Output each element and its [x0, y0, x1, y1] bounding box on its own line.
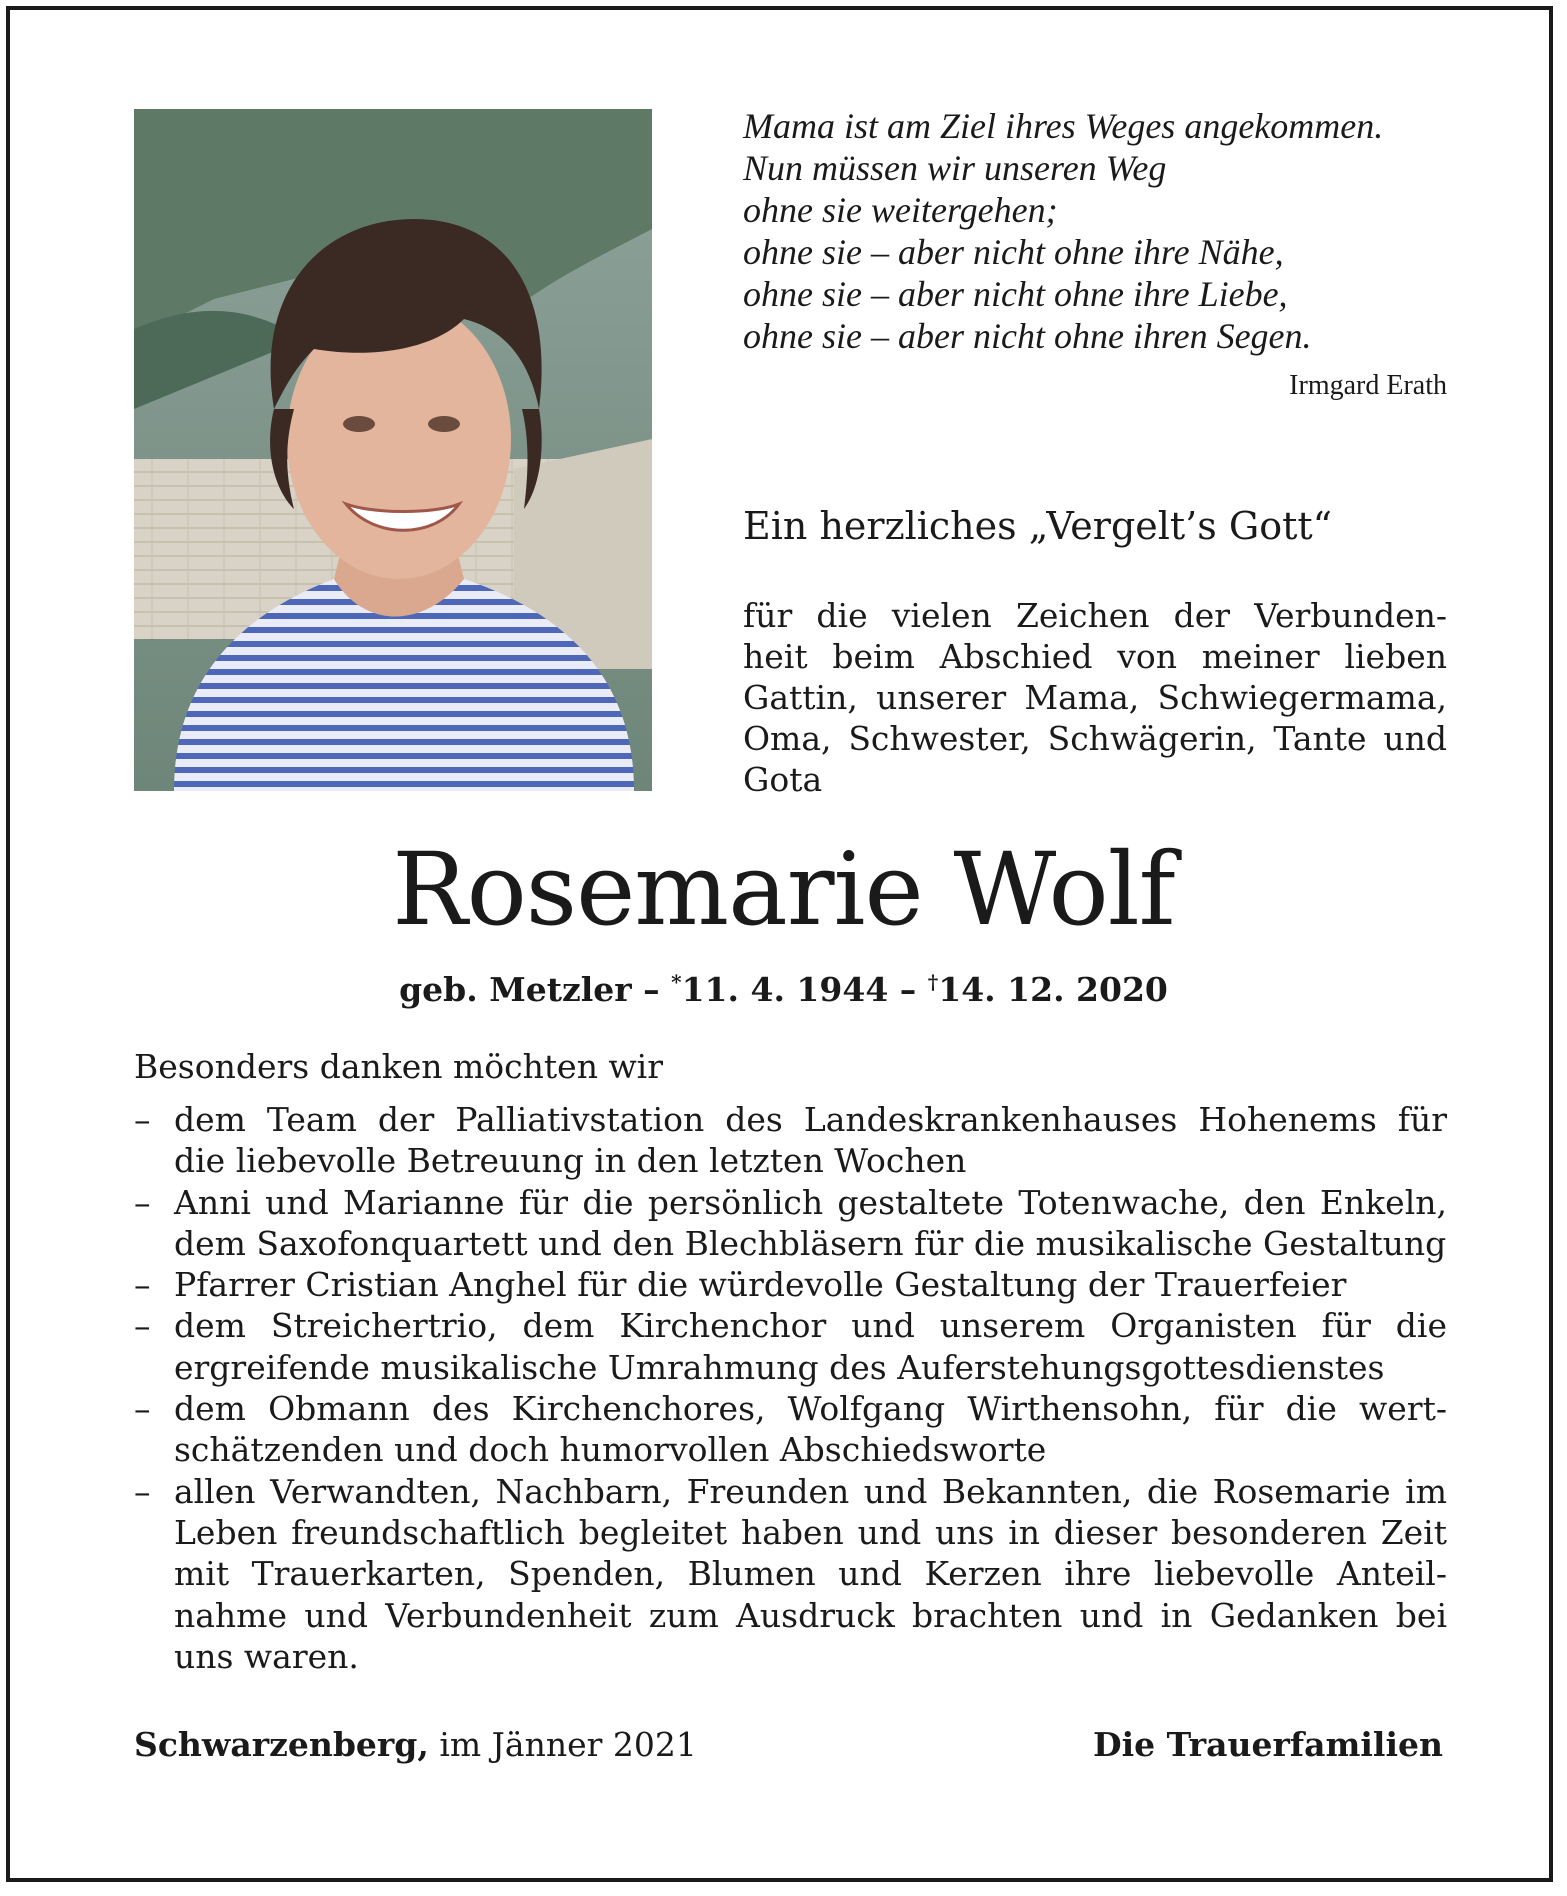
- acknowledgements-intro: Besonders danken möchten wir: [134, 1047, 664, 1086]
- bullet-dash: –: [134, 1100, 151, 1139]
- thanks-text: [743, 595, 1447, 800]
- thanks-line: für die vielen Zeichen der Verbunden-: [743, 596, 1447, 635]
- separator-dash: –: [899, 970, 917, 1009]
- poem-line: ohne sie – aber nicht ohne ihre Nähe,: [743, 232, 1284, 272]
- bullet-dash: –: [134, 1471, 151, 1511]
- list-item-line: dem Obmann des Kirchenchores, Wolfgang Wirthensohn, für die wert-: [174, 1389, 1447, 1429]
- thanks-line: Gattin, unserer Mama, Schwiegermama,: [743, 678, 1447, 717]
- bullet-dash: –: [134, 1306, 151, 1346]
- poem-author: Irmgard Erath: [1289, 370, 1447, 401]
- list-item-line: nahme und Verbundenheit zum Ausdruck brachten und in Gedanken bei: [174, 1595, 1447, 1635]
- thanks-line: Oma, Schwester, Schwägerin, Tante und: [743, 719, 1447, 758]
- thanks-line: heit beim Abschied von meiner lieben: [743, 637, 1447, 676]
- poem-line: ohne sie weitergehen;: [743, 190, 1058, 230]
- birth-name: geb. Metzler: [399, 970, 632, 1009]
- list-item-line: Pfarrer Cristian Anghel für die würdevolle Gestaltung der Trauerfeier: [174, 1265, 1347, 1305]
- memorial-poem: [743, 105, 1453, 357]
- bullet-dash: –: [134, 1265, 151, 1305]
- list-item-line: dem Streichertrio, dem Kirchenchor und unserem Organisten für die: [174, 1306, 1447, 1346]
- poem-line: Nun müssen wir unseren Weg: [743, 148, 1167, 188]
- acknowledgements-list: [134, 1099, 1447, 1677]
- life-dates: [10, 970, 1557, 1009]
- portrait-photo: [134, 109, 652, 791]
- place-and-date: [134, 1725, 697, 1764]
- list-item-line: schätzenden und doch humorvollen Abschiedsworte: [174, 1430, 1047, 1470]
- bullet-dash: –: [134, 1182, 151, 1222]
- death-date: 14. 12. 2020: [938, 970, 1168, 1009]
- list-item: [134, 1182, 1447, 1265]
- thanks-line: Gota: [743, 760, 823, 799]
- list-item-line: Anni und Marianne für die persönlich gestaltete Totenwache, den Enkeln,: [174, 1182, 1447, 1222]
- place-name: Schwarzenberg,: [134, 1725, 429, 1764]
- poem-line: ohne sie – aber nicht ohne ihre Liebe,: [743, 274, 1288, 314]
- died-symbol: †: [927, 970, 939, 994]
- list-item-line: die liebevolle Betreuung in den letzten Wochen: [174, 1141, 967, 1181]
- list-item-line: dem Team der Palliativstation des Landeskrankenhauses Hohenems für: [174, 1100, 1447, 1139]
- list-item-line: mit Trauerkarten, Spenden, Blumen und Kerzen ihre liebevolle Anteil-: [174, 1554, 1447, 1594]
- portrait-illustration: [134, 109, 652, 791]
- poem-line: Mama ist am Ziel ihres Weges angekommen.: [743, 106, 1384, 146]
- thanks-heading: Ein herzliches „Vergelt’s Gott“: [743, 504, 1333, 548]
- bullet-dash: –: [134, 1389, 151, 1429]
- born-symbol: *: [671, 970, 682, 994]
- list-item: [134, 1099, 1447, 1182]
- deceased-name: Rosemarie Wolf: [392, 831, 1175, 948]
- obituary-card: [6, 6, 1553, 1882]
- poem-line: ohne sie – aber nicht ohne ihren Segen.: [743, 316, 1312, 356]
- signature: Die Trauerfamilien: [1092, 1725, 1443, 1764]
- separator-dash: –: [643, 970, 660, 1009]
- list-item-line: ergreifende musikalische Umrahmung des Auferstehungsgottesdienstes: [174, 1347, 1385, 1387]
- date-text: im Jänner 2021: [439, 1725, 697, 1764]
- list-item: [134, 1305, 1447, 1388]
- list-item: [134, 1388, 1447, 1471]
- list-item: [134, 1471, 1447, 1677]
- list-item-line: allen Verwandten, Nachbarn, Freunden und Bekannten, die Rosemarie im: [174, 1471, 1447, 1511]
- list-item-line: uns waren.: [174, 1636, 359, 1676]
- list-item-line: dem Saxofonquartett und den Blechbläsern für die musikalische Gestaltung: [174, 1223, 1447, 1263]
- list-item: [134, 1264, 1447, 1305]
- birth-date: 11. 4. 1944: [681, 970, 889, 1009]
- list-item-line: Leben freundschaftlich begleitet haben und uns in dieser besonderen Zeit: [174, 1512, 1447, 1552]
